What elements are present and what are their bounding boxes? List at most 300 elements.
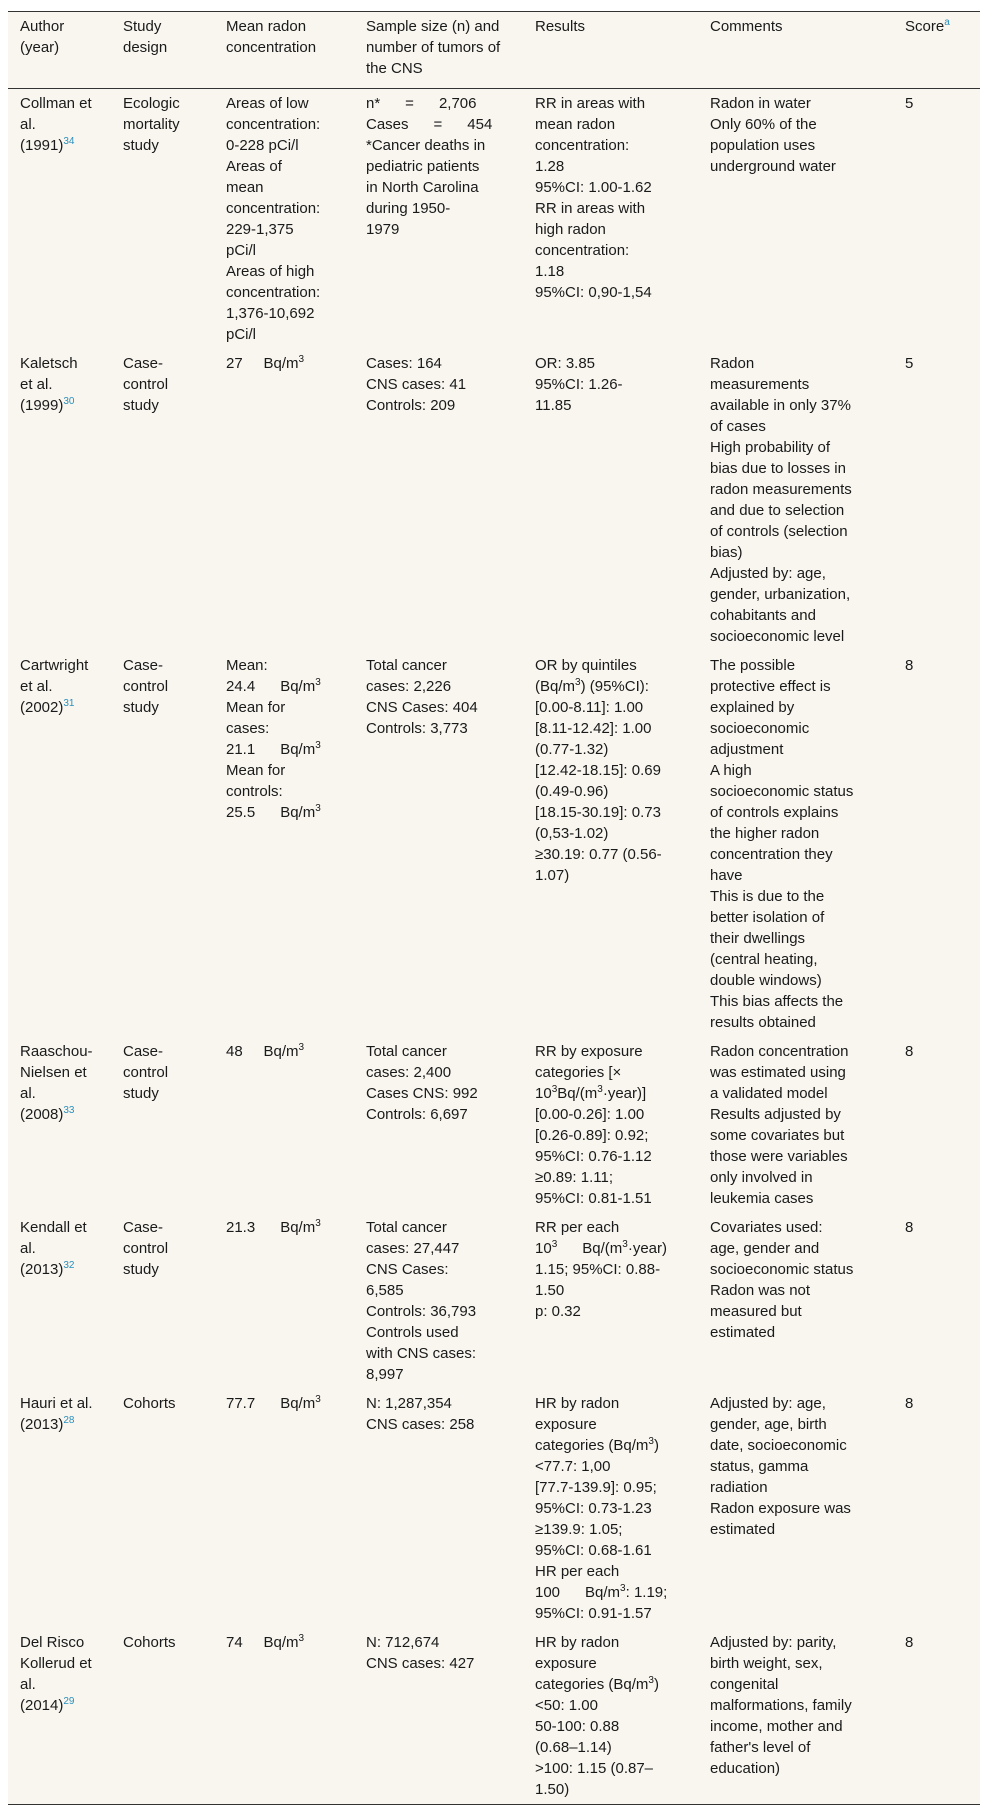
sample-size-cell (354, 89, 523, 350)
results-line (535, 1301, 688, 1322)
radon-line-text: 24.4 Bq/m (226, 678, 316, 695)
comments-line: gender, age, birth (710, 1416, 827, 1433)
comments-line: This is due to the (710, 888, 825, 905)
reference-number: 29 (63, 1696, 75, 1707)
table-row (8, 1389, 980, 1628)
results-line-superscript: 3 (575, 677, 581, 688)
results-line (535, 1456, 688, 1477)
comments-line: A high (710, 762, 752, 779)
radon-studies-table-container (8, 11, 980, 1805)
results-line: high radon (535, 221, 606, 238)
comments-line: explained by (710, 699, 795, 716)
study-design-line: Ecologic (123, 95, 180, 112)
results-line (535, 1259, 688, 1280)
comments-line: Only 60% of the (710, 116, 817, 133)
sample-line: CNS cases: 41 (366, 376, 467, 393)
radon-line (226, 739, 344, 760)
results-line: 1.18 (535, 263, 565, 280)
results-line-text: 10 (535, 1240, 552, 1257)
radon-line: 1,376-10,692 (226, 305, 315, 322)
results-line (535, 1238, 688, 1259)
results-line-text-after: ) (653, 1437, 659, 1454)
results-line-text: 1.15; 95%CI: 0.88- (535, 1261, 661, 1278)
comments-cell (698, 651, 893, 1037)
study-design-line: study (123, 699, 159, 716)
study-design-line: Case- (123, 355, 164, 372)
study-design-line: control (123, 376, 169, 393)
sample-line: N: 1,287,354 (366, 1395, 452, 1412)
comments-line: underground water (710, 158, 836, 175)
results-cell (523, 1037, 698, 1213)
results-line-text: 50-100: 0.88 (535, 1718, 620, 1735)
results-line-text-after: ) (653, 1676, 659, 1693)
comments-line: of cases (710, 418, 766, 435)
author-year-line (20, 697, 101, 718)
study-design-line: control (123, 1064, 169, 1081)
author-cell (8, 1628, 111, 1805)
author-line: Collman et (20, 95, 92, 112)
comments-line: some covariates but (710, 1127, 845, 1144)
comments-line: malformations, family (710, 1697, 852, 1714)
author-line: Raaschou- (20, 1043, 93, 1060)
comments-line: Adjusted by: age, (710, 1395, 826, 1412)
radon-concentration-cell (214, 349, 354, 651)
results-line-text: (0.68–1.14) (535, 1739, 612, 1756)
results-line (535, 781, 688, 802)
results-line (535, 1393, 688, 1414)
author-line: et al. (20, 376, 53, 393)
comments-line: results obtained (710, 1014, 816, 1031)
comments-line: status, gamma (710, 1458, 809, 1475)
author-year: (2013) (20, 1416, 64, 1433)
radon-line (226, 676, 344, 697)
results-line: concentration: (535, 137, 630, 154)
results-line-text-after: Bq/(m (557, 1240, 623, 1257)
author-year-line (20, 1414, 101, 1435)
radon-line (226, 1632, 344, 1653)
sample-line: Controls: 209 (366, 397, 456, 414)
comments-cell (698, 349, 893, 651)
results-line-text: ≥139.9: 1.05; (535, 1521, 623, 1538)
results-line (535, 1217, 688, 1238)
header-design: Study design (123, 18, 168, 56)
results-line-text: categories (Bq/m (535, 1437, 649, 1454)
results-line (535, 697, 688, 718)
comments-line: double windows) (710, 972, 822, 989)
study-design-line: study (123, 1085, 159, 1102)
header-comments: Comments (710, 18, 783, 35)
comments-line: Covariates used: (710, 1219, 823, 1236)
results-line: 95%CI: 1.26- (535, 376, 623, 393)
comments-line: radon measurements (710, 481, 852, 498)
results-cell (523, 89, 698, 350)
comments-line: Results adjusted by (710, 1106, 841, 1123)
comments-line: socioeconomic status (710, 1261, 854, 1278)
author-cell (8, 1389, 111, 1628)
radon-value: 27 Bq/m (226, 355, 299, 372)
radon-line: concentration: (226, 200, 321, 217)
score-cell: 8 (905, 1219, 914, 1236)
sample-size-cell (354, 1628, 523, 1805)
results-line: 95%CI: 0,90-1,54 (535, 284, 652, 301)
results-line: mean radon (535, 116, 616, 133)
author-year-line (20, 395, 101, 416)
results-line-text-after: : 1.19; (625, 1584, 668, 1601)
author-line: Hauri et al. (20, 1395, 93, 1412)
study-design-cell (111, 1628, 214, 1805)
reference-number: 31 (63, 698, 75, 709)
reference-number: 30 (63, 396, 75, 407)
results-cell (523, 651, 698, 1037)
results-line (535, 1041, 688, 1062)
comments-line: only involved in (710, 1169, 813, 1186)
results-line-text: [0.00-8.11]: 1.00 (535, 699, 644, 716)
study-design-line: Cohorts (123, 1395, 176, 1412)
comments-line: education) (710, 1760, 781, 1777)
sample-line: Total cancer (366, 1043, 447, 1060)
radon-concentration-cell (214, 651, 354, 1037)
results-line (535, 1653, 688, 1674)
sample-line: in North Carolina (366, 179, 479, 196)
header-results: Results (535, 18, 586, 35)
radon-line-text: cases: (226, 720, 270, 737)
results-line-text: (0,53-1.02) (535, 825, 609, 842)
header-radon: Mean radon concentration (226, 18, 317, 56)
study-design-cell (111, 651, 214, 1037)
results-line-text-after: ) (95%CI): (580, 678, 649, 695)
radon-line-text: Mean: (226, 657, 268, 674)
results-line (535, 655, 688, 676)
comments-line: radiation (710, 1479, 768, 1496)
author-year: (2013) (20, 1261, 64, 1278)
comments-line: was estimated using (710, 1064, 846, 1081)
comments-cell (698, 89, 893, 350)
results-line-superscript: 3 (597, 1084, 603, 1095)
radon-unit-exponent: 3 (315, 1218, 321, 1229)
author-line: al. (20, 1240, 36, 1257)
table-row (8, 89, 980, 350)
comments-cell (698, 1037, 893, 1213)
sample-line: CNS cases: 258 (366, 1416, 475, 1433)
comments-line: adjustment (710, 741, 784, 758)
radon-line-text: 21.1 Bq/m (226, 741, 316, 758)
results-cell (523, 1213, 698, 1389)
sample-line: cases: 2,226 (366, 678, 452, 695)
radon-line: pCi/l (226, 326, 257, 343)
radon-line-text: Mean for (226, 762, 286, 779)
results-cell (523, 1389, 698, 1628)
sample-line: Cases: 164 (366, 355, 442, 372)
results-line (535, 865, 688, 886)
radon-concentration-cell (214, 1037, 354, 1213)
radon-line (226, 781, 344, 802)
sample-size-cell (354, 1389, 523, 1628)
study-design-cell (111, 89, 214, 350)
comments-line: concentration they (710, 846, 833, 863)
results-line-text: 1.07) (535, 867, 570, 884)
radon-line-superscript: 3 (315, 677, 321, 688)
results-line-text: 95%CI: 0.68-1.61 (535, 1542, 652, 1559)
results-line-superscript: 3 (620, 1583, 626, 1594)
results-line-text: (0.49-0.96) (535, 783, 609, 800)
results-line-superscript: 3 (551, 1084, 558, 1095)
results-line: RR in areas with (535, 200, 646, 217)
radon-unit-exponent: 3 (315, 1394, 321, 1405)
results-line-text: RR per each (535, 1219, 620, 1236)
results-line: 1.28 (535, 158, 565, 175)
comments-line: congenital (710, 1676, 779, 1693)
comments-line: High probability of (710, 439, 831, 456)
study-design-cell (111, 1389, 214, 1628)
radon-line (226, 655, 344, 676)
comments-line: and due to selection (710, 502, 845, 519)
results-line-superscript: 3 (648, 1675, 654, 1686)
table-row (8, 1213, 980, 1389)
results-line-text: <77.7: 1,00 (535, 1458, 611, 1475)
results-line-text: <50: 1.00 (535, 1697, 598, 1714)
header-score (893, 12, 980, 89)
radon-unit-exponent: 3 (298, 354, 305, 365)
results-line-text: [77.7-139.9]: 0.95; (535, 1479, 657, 1496)
study-design-cell (111, 1213, 214, 1389)
results-cell (523, 1628, 698, 1805)
author-cell (8, 651, 111, 1037)
radon-value: 74 Bq/m (226, 1634, 299, 1651)
radon-line: 0-228 pCi/l (226, 137, 299, 154)
results-line-text-after: ·year) (627, 1240, 667, 1257)
results-line-text: 95%CI: 0.91-1.57 (535, 1605, 652, 1622)
study-design-line: control (123, 678, 169, 695)
results-line (535, 1280, 688, 1301)
results-line (535, 1477, 688, 1498)
comments-line: Radon (710, 355, 755, 372)
radon-line (226, 1041, 344, 1062)
comments-line: have (710, 867, 743, 884)
results-line-text: ≥0.89: 1.11; (535, 1169, 614, 1186)
radon-line: 229-1,375 (226, 221, 294, 238)
sample-line: Total cancer (366, 1219, 447, 1236)
author-line: Nielsen et (20, 1064, 87, 1081)
results-line (535, 1188, 688, 1209)
score-cell: 8 (905, 1634, 914, 1651)
results-line-text: >100: 1.15 (0.87– (535, 1760, 654, 1777)
author-year: (2002) (20, 699, 64, 716)
results-line (535, 1083, 688, 1104)
results-line-text: categories (Bq/m (535, 1676, 649, 1693)
reference-number: 32 (63, 1260, 75, 1271)
comments-line: Radon was not (710, 1282, 811, 1299)
radon-concentration-cell (214, 89, 354, 350)
study-design-line: Cohorts (123, 1634, 176, 1651)
comments-line: available in only 37% (710, 397, 851, 414)
comments-line: protective effect is (710, 678, 831, 695)
results-line (535, 1104, 688, 1125)
comments-line: Adjusted by: age, (710, 565, 826, 582)
radon-concentration-cell (214, 1213, 354, 1389)
comments-line: (central heating, (710, 951, 818, 968)
results-line-text: [12.42-18.15]: 0.69 (535, 762, 661, 779)
table-row (8, 349, 980, 651)
radon-line (226, 760, 344, 781)
header-sample: Sample size (n) and number of tumors of the CNS (366, 18, 501, 77)
results-line: OR: 3.85 (535, 355, 596, 372)
results-line-text: 10 (535, 1085, 552, 1102)
reference-number: 34 (63, 136, 75, 147)
author-line: Del Risco (20, 1634, 85, 1651)
author-line: Kaletsch (20, 355, 78, 372)
results-line-text: p: 0.32 (535, 1303, 581, 1320)
results-line-text: HR by radon (535, 1395, 620, 1412)
results-line (535, 1146, 688, 1167)
sample-line: Cases CNS: 992 (366, 1085, 478, 1102)
radon-value: 77.7 Bq/m (226, 1395, 316, 1412)
comments-line: socioeconomic status (710, 783, 854, 800)
author-line: et al. (20, 678, 53, 695)
results-line-text: [8.11-12.42]: 1.00 (535, 720, 652, 737)
results-line (535, 676, 688, 697)
results-line-text: [0.00-0.26]: 1.00 (535, 1106, 645, 1123)
results-line: concentration: (535, 242, 630, 259)
results-line (535, 1779, 688, 1800)
results-line-superscript: 3 (551, 1239, 558, 1250)
results-line-text: 95%CI: 0.76-1.12 (535, 1148, 652, 1165)
comments-line: birth weight, sex, (710, 1655, 823, 1672)
sample-line: Controls: 6,697 (366, 1106, 468, 1123)
results-line (535, 1737, 688, 1758)
radon-line: Areas of low (226, 95, 309, 112)
results-line-text: RR by exposure (535, 1043, 643, 1060)
radon-line: concentration: (226, 284, 321, 301)
author-cell (8, 89, 111, 350)
radon-line (226, 353, 344, 374)
radon-line (226, 1393, 344, 1414)
results-line (535, 1540, 688, 1561)
results-line-text: HR per each (535, 1563, 620, 1580)
sample-line: cases: 27,447 (366, 1240, 460, 1257)
study-design-line: mortality (123, 116, 180, 133)
table-row (8, 1628, 980, 1805)
sample-line: 8,997 (366, 1366, 404, 1383)
study-design-line: study (123, 137, 159, 154)
results-line-text-after: ·year)] (602, 1085, 647, 1102)
radon-line-text: 25.5 Bq/m (226, 804, 316, 821)
sample-line: CNS Cases: 404 (366, 699, 478, 716)
radon-unit-exponent: 3 (298, 1042, 305, 1053)
sample-line: CNS Cases: (366, 1261, 449, 1278)
results-line (535, 760, 688, 781)
sample-line: Total cancer (366, 657, 447, 674)
comments-line: their dwellings (710, 930, 806, 947)
author-year: (2008) (20, 1106, 64, 1123)
results-line (535, 1167, 688, 1188)
results-line-text: (0.77-1.32) (535, 741, 609, 758)
results-line (535, 1062, 688, 1083)
sample-line: pediatric patients (366, 158, 480, 175)
results-line-text: 1.50) (535, 1781, 570, 1798)
comments-line: This bias affects the (710, 993, 844, 1010)
author-line: Cartwright (20, 657, 89, 674)
comments-line: income, mother and (710, 1718, 843, 1735)
comments-line: father's level of (710, 1739, 811, 1756)
sample-line: during 1950- (366, 200, 451, 217)
sample-line: Cases = 454 (366, 116, 493, 133)
results-line-text: OR by quintiles (535, 657, 637, 674)
table-header-row (8, 12, 980, 89)
sample-line: Controls: 36,793 (366, 1303, 477, 1320)
table-row (8, 651, 980, 1037)
results-line-superscript: 3 (622, 1239, 628, 1250)
results-line (535, 718, 688, 739)
sample-line: cases: 2,400 (366, 1064, 452, 1081)
score-cell: 8 (905, 657, 914, 674)
results-line-text: 100 Bq/m (535, 1584, 621, 1601)
score-cell: 8 (905, 1043, 914, 1060)
radon-line-text: Mean for (226, 699, 286, 716)
comments-line: socioeconomic level (710, 628, 845, 645)
sample-line: N: 712,674 (366, 1634, 440, 1651)
comments-line: those were variables (710, 1148, 848, 1165)
results-line-text: 95%CI: 0.73-1.23 (535, 1500, 652, 1517)
comments-line: estimated (710, 1521, 776, 1538)
sample-size-cell (354, 349, 523, 651)
study-design-line: Case- (123, 1043, 164, 1060)
header-score-label: Score (905, 18, 945, 35)
comments-cell (698, 1389, 893, 1628)
comments-line: cohabitants and (710, 607, 816, 624)
author-year-line (20, 1259, 101, 1280)
comments-line: population uses (710, 137, 816, 154)
comments-line: of controls explains (710, 804, 839, 821)
results-line (535, 844, 688, 865)
comments-line: date, socioeconomic (710, 1437, 847, 1454)
results-line (535, 739, 688, 760)
results-line: 11.85 (535, 397, 572, 414)
sample-line: n* = 2,706 (366, 95, 477, 112)
sample-size-cell (354, 1213, 523, 1389)
results-line-text: [18.15-30.19]: 0.73 (535, 804, 661, 821)
header-author: Author (year) (20, 18, 65, 56)
comments-line: age, gender and (710, 1240, 820, 1257)
study-design-line: Case- (123, 657, 164, 674)
radon-concentration-cell (214, 1389, 354, 1628)
radon-line: Areas of high (226, 263, 315, 280)
radon-line: pCi/l (226, 242, 257, 259)
author-cell (8, 1213, 111, 1389)
comments-line: of controls (selection (710, 523, 848, 540)
results-line (535, 1498, 688, 1519)
comments-line: Radon in water (710, 95, 811, 112)
comments-cell (698, 1213, 893, 1389)
results-line (535, 1674, 688, 1695)
sample-line: 1979 (366, 221, 400, 238)
author-line: al. (20, 116, 36, 133)
results-line-text: (Bq/m (535, 678, 576, 695)
author-line: al. (20, 1676, 36, 1693)
comments-line: better isolation of (710, 909, 825, 926)
comments-line: Adjusted by: parity, (710, 1634, 837, 1651)
score-cell: 5 (905, 95, 914, 112)
comments-line: leukemia cases (710, 1190, 814, 1207)
comments-line: socioeconomic (710, 720, 810, 737)
score-cell: 8 (905, 1395, 914, 1412)
study-design-line: control (123, 1240, 169, 1257)
radon-line: mean (226, 179, 264, 196)
radon-line (226, 718, 344, 739)
results-line (535, 1561, 688, 1582)
results-line (535, 1125, 688, 1146)
author-year: (2014) (20, 1697, 64, 1714)
comments-line: a validated model (710, 1085, 828, 1102)
